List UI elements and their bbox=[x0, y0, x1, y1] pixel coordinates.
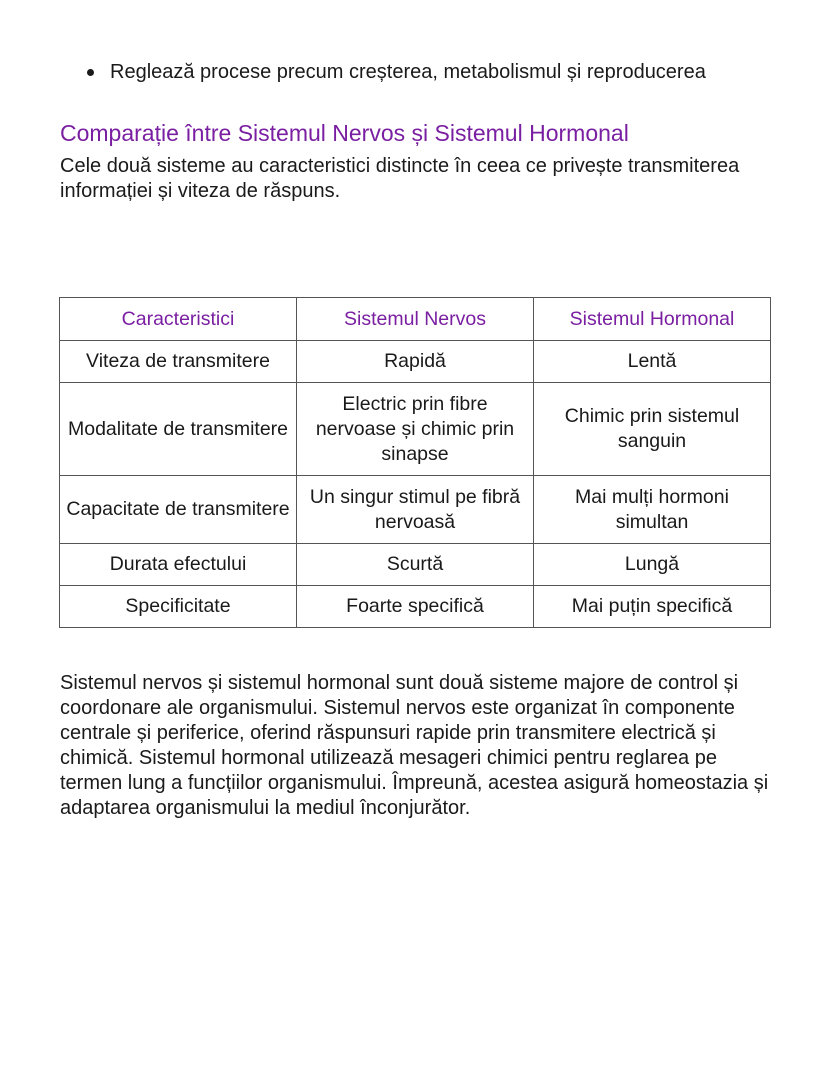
table-cell: Capacitate de transmitere bbox=[60, 476, 297, 544]
section-heading: Comparație între Sistemul Nervos și Sistemul Hormonal bbox=[60, 120, 629, 146]
table-cell: Modalitate de transmitere bbox=[60, 383, 297, 476]
table-cell: Lungă bbox=[534, 544, 771, 586]
bullet-icon bbox=[87, 69, 94, 76]
summary-paragraph: Sistemul nervos și sistemul hormonal sunt două sisteme majore de control și coordonare ale organismului. Sistemul nervos este organizat în componente centrale și periferice, oferind răspunsuri rapide prin transmitere electrică și chimică. Sistemul hormonal utilizează mesageri chimici pentru reglarea pe termen lung a funcțiilor organismului. Împreună, acestea asigură homeostazia și adaptarea organismului la mediul înconjurător. bbox=[60, 672, 769, 819]
table-cell: Viteza de transmitere bbox=[60, 341, 297, 383]
table-cell: Mai mulți hormoni simultan bbox=[534, 476, 771, 544]
table-cell: Chimic prin sistemul sanguin bbox=[534, 383, 771, 476]
table-cell: Electric prin fibre nervoase și chimic prin sinapse bbox=[297, 383, 534, 476]
table-cell: Lentă bbox=[534, 341, 771, 383]
table-row bbox=[60, 476, 771, 544]
table-cell: Scurtă bbox=[297, 544, 534, 586]
table-cell: Un singur stimul pe fibră nervoasă bbox=[297, 476, 534, 544]
table-cell: Specificitate bbox=[60, 586, 297, 628]
header-cell-hormonal-system: Sistemul Hormonal bbox=[534, 298, 771, 341]
table-cell: Rapidă bbox=[297, 341, 534, 383]
table-header-row bbox=[60, 298, 771, 341]
table-cell: Foarte specifică bbox=[297, 586, 534, 628]
table-row bbox=[60, 383, 771, 476]
table-cell: Durata efectului bbox=[60, 544, 297, 586]
table-row bbox=[60, 341, 771, 383]
list-item-text: Reglează procese precum creșterea, metabolismul și reproducerea bbox=[110, 61, 706, 83]
intro-paragraph: Cele două sisteme au caracteristici distincte în ceea ce privește transmiterea informației și viteza de răspuns. bbox=[60, 155, 740, 202]
table-cell: Mai puțin specifică bbox=[534, 586, 771, 628]
bullet-list bbox=[60, 58, 706, 86]
table-row bbox=[60, 586, 771, 628]
comparison-table bbox=[59, 297, 771, 628]
header-cell-nervous-system: Sistemul Nervos bbox=[297, 298, 534, 341]
header-cell-characteristics: Caracteristici bbox=[60, 298, 297, 341]
list-item bbox=[60, 58, 706, 86]
table-row bbox=[60, 544, 771, 586]
